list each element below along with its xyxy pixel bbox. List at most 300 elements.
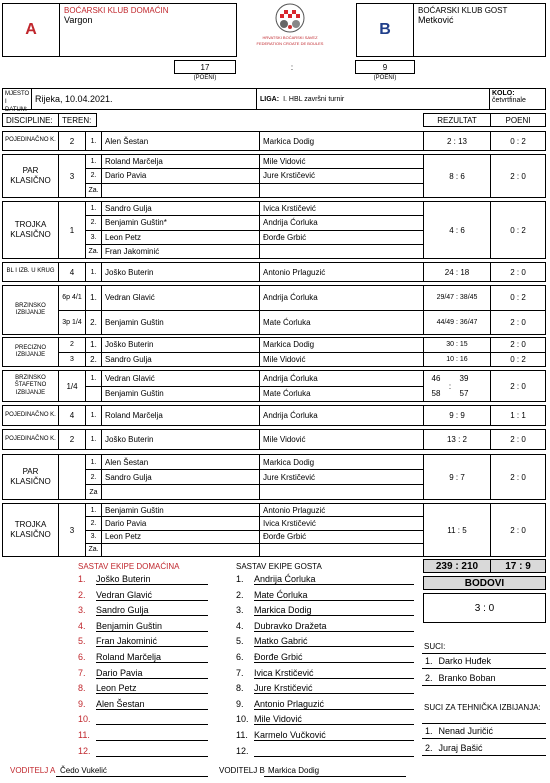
points-value: 0 : 2	[510, 354, 526, 364]
row-number: 1.	[90, 458, 97, 466]
result-cell	[423, 131, 491, 151]
official-name: Branko Boban	[438, 672, 496, 683]
guest-player-name: Andrija Ćorluka	[263, 411, 318, 420]
court-value: 2	[69, 435, 75, 444]
num-col	[85, 262, 102, 282]
row-number: 1.	[90, 137, 97, 145]
leader-a-name: Čedo Vukelić	[60, 766, 107, 775]
venue-label-box	[2, 88, 32, 113]
leader-a-line	[56, 776, 208, 777]
guest-player-name: Markica Dodig	[263, 136, 315, 146]
result-cell-cell	[424, 286, 490, 311]
court-col	[58, 370, 86, 402]
home-player-cell	[102, 311, 259, 335]
row-number: 1.	[90, 268, 97, 276]
home-player-cell	[102, 544, 259, 556]
court-col-cell	[59, 353, 85, 367]
num-col	[85, 370, 102, 402]
home-player-name: Benjamin Guštin*	[105, 218, 167, 228]
home-player	[101, 429, 260, 450]
points-value: 2 : 0	[510, 340, 526, 350]
num-col-cell	[86, 455, 101, 470]
result-value: 9 : 9	[449, 411, 465, 420]
discipline-name	[2, 337, 59, 367]
home-player-name: Sandro Gulja	[105, 354, 152, 364]
guest-player-name: Mile Vidović	[263, 157, 306, 167]
row-number: Za.	[88, 546, 99, 554]
result-cell-cell	[424, 338, 490, 353]
roster-number: 5.	[78, 636, 86, 647]
guest-club-name: Metković	[418, 15, 454, 25]
guest-player	[259, 370, 424, 402]
result-cell	[423, 285, 491, 335]
num-col-cell	[86, 504, 101, 517]
points-value: 2 : 0	[510, 381, 526, 391]
discipline-name-text: POJEDINAČNO K.	[5, 435, 56, 442]
result-value: 9 : 7	[449, 472, 465, 482]
home-player-cell	[102, 231, 259, 245]
guest-player-name: Andrija Ćorluka	[263, 373, 318, 383]
roster-number: 11.	[78, 730, 90, 740]
points-value: 1 : 1	[510, 411, 526, 420]
court-header	[58, 113, 97, 127]
row-number: 3.	[90, 233, 97, 241]
court-value: 4	[69, 267, 75, 277]
points-cell	[490, 154, 546, 198]
points-cell	[490, 370, 546, 402]
roster-number: 1.	[236, 574, 244, 584]
guest-player	[259, 201, 424, 259]
official-number: 2.	[425, 672, 433, 683]
round-label: KOLO:	[492, 90, 515, 97]
guest-player	[259, 285, 424, 335]
total-result-box	[423, 559, 491, 573]
discipline-name-text: PAR KLASIČNO	[10, 467, 51, 486]
round-value: četvrtfinale	[492, 97, 526, 104]
roster-number: 9.	[78, 698, 86, 709]
row-number: 1.	[90, 205, 97, 213]
logo-line2: FEDERATION CROATE DE BOULES	[256, 41, 324, 46]
row-number: 1.	[90, 293, 97, 303]
guest-player-cell	[260, 231, 423, 245]
home-player	[101, 262, 260, 282]
disciplines-header-text: DISCIPLINE:	[6, 115, 53, 125]
court-value: 2	[70, 341, 74, 349]
num-col	[85, 201, 102, 259]
court-col	[58, 262, 86, 282]
num-col-cell	[86, 371, 101, 387]
num-col-cell	[86, 184, 101, 197]
relay-home-2: 58	[431, 389, 441, 398]
roster-number: 2.	[236, 589, 244, 600]
row-number: 1.	[90, 436, 97, 443]
court-col	[58, 201, 86, 259]
result-cell	[423, 405, 491, 426]
num-col	[85, 337, 102, 367]
home-player-name: Vedran Glavić	[105, 293, 155, 303]
row-number: Za.	[88, 247, 99, 255]
discipline-name-text: BRZINSKO ŠTAFETNO IZBIJANJE	[14, 375, 47, 396]
court-value: 3	[69, 171, 75, 181]
num-col-cell	[86, 406, 101, 425]
result-value: 29/47 : 38/45	[436, 294, 478, 302]
official-number: 1.	[425, 656, 433, 666]
points-value: 2 : 0	[510, 267, 526, 277]
points-cell	[490, 454, 546, 500]
discipline-name-text: BL I IZB. U KRUG	[6, 268, 55, 275]
bodovi-value: 3 : 0	[474, 602, 495, 614]
guest-player-cell	[260, 311, 423, 335]
home-player-cell	[102, 286, 259, 311]
home-player-cell	[102, 485, 259, 499]
home-player-name: Benjamin Guštin	[105, 317, 164, 327]
guest-player-cell	[260, 169, 423, 183]
home-player	[101, 454, 260, 500]
roster-player-name: Andrija Ćorluka	[254, 574, 414, 585]
guest-player-cell	[260, 387, 423, 402]
roster-player-name: Matko Gabrić	[254, 636, 414, 647]
home-player-name: Alen Šestan	[105, 457, 149, 467]
discipline-name-text: PRECIZNO IZBIJANJE	[14, 344, 46, 358]
guest-letter: B	[379, 21, 391, 38]
court-col-cell	[59, 286, 85, 311]
result-cell	[423, 503, 491, 557]
roster-player-name	[254, 746, 414, 757]
result-cell	[423, 154, 491, 198]
home-player-cell	[102, 202, 259, 216]
points-cell	[490, 337, 546, 367]
guest-player-cell	[260, 202, 423, 216]
relay-sep: :	[448, 381, 452, 391]
num-col	[85, 429, 102, 450]
guest-player-cell	[260, 132, 423, 150]
discipline-name-text: BRZINSKO IZBIJANJE	[15, 302, 46, 316]
result-value: 30 : 15	[446, 341, 468, 349]
num-col-cell	[86, 544, 101, 556]
result-value: 11 : 5	[447, 525, 467, 535]
guest-player-name: Đorđe Grbić	[263, 232, 307, 242]
row-number: 1.	[90, 506, 97, 514]
home-player-cell	[102, 455, 259, 470]
result-value: 13 : 2	[446, 435, 467, 444]
home-player-cell	[102, 184, 259, 197]
row-number: Za	[89, 488, 98, 496]
home-player-name: Joško Buterin	[105, 435, 154, 444]
home-player-name: Joško Buterin	[105, 267, 154, 277]
leader-a-label: VODITELJ A	[10, 766, 56, 775]
roster-number: 3.	[236, 605, 244, 616]
discipline-name	[2, 370, 59, 402]
roster-player-name: Dubravko Dražeta	[254, 621, 414, 632]
num-col-cell	[86, 470, 101, 485]
guest-player-name: Mate Ćorluka	[263, 389, 311, 399]
result-value: 8 : 6	[449, 171, 465, 181]
result-value: 2 : 13	[446, 136, 467, 146]
points-value: 2 : 0	[510, 435, 526, 444]
num-col-cell	[86, 169, 101, 183]
guest-player-cell	[260, 155, 423, 169]
league-value: I. HBL završni turnir	[283, 95, 345, 103]
home-player-cell	[102, 371, 259, 387]
home-player-name: Sandro Gulja	[105, 204, 152, 214]
roster-number: 8.	[78, 683, 86, 694]
row-number: 2.	[90, 473, 97, 481]
roster-player-name: Đorđe Grbić	[254, 652, 414, 663]
discipline-name	[2, 154, 59, 198]
guest-player	[259, 503, 424, 557]
result-cell	[423, 370, 491, 402]
guest-player-cell	[260, 184, 423, 197]
judges-label: SUCI:	[424, 642, 446, 651]
roster-player-name: Antonio Prlaguzić	[254, 699, 414, 710]
court-col	[58, 503, 86, 557]
guest-player-name: Antonio Prlaguzić	[263, 505, 326, 515]
guest-points: 9	[382, 62, 388, 72]
num-col-cell	[86, 531, 101, 544]
home-player-cell	[102, 430, 259, 449]
guest-player-cell	[260, 338, 423, 353]
home-player	[101, 285, 260, 335]
home-player-name: Roland Marčelja	[105, 411, 163, 420]
guest-club-box	[413, 3, 546, 57]
home-player-cell	[102, 155, 259, 169]
row-number: 1.	[90, 158, 97, 166]
home-player-cell	[102, 504, 259, 517]
roster-player-name: Dario Pavia	[96, 668, 208, 679]
discipline-name-text: POJEDINAČNO K.	[5, 411, 56, 418]
roster-player-name: Fran Jakominić	[96, 636, 208, 647]
guest-player-cell	[260, 216, 423, 230]
home-player	[101, 503, 260, 557]
guest-player-name: Mile Vidović	[263, 435, 306, 444]
roster-player-name: Karmelo Vučković	[254, 730, 414, 741]
roster-number: 8.	[236, 683, 244, 694]
points-value: 0 : 2	[510, 225, 526, 235]
guest-club-title: BOĆARSKI KLUB GOST	[418, 6, 508, 15]
roster-player-name: Sandro Gulja	[96, 605, 208, 616]
total-points-box	[490, 559, 546, 573]
federation-logo	[248, 2, 332, 48]
roster-player-name	[96, 746, 208, 757]
discipline-name	[2, 454, 59, 500]
roster-number: 9.	[236, 698, 244, 709]
result-cell	[423, 201, 491, 259]
home-player-cell	[102, 338, 259, 353]
court-col-cell	[59, 338, 85, 353]
num-col-cell	[86, 155, 101, 169]
guest-letter-box	[356, 3, 414, 57]
points-cell	[490, 429, 546, 450]
bodovi-value-box	[423, 593, 546, 623]
result-value: 4 : 6	[449, 225, 465, 235]
roster-player-name: Benjamin Guštin	[96, 621, 208, 632]
court-col	[58, 429, 86, 450]
discipline-name	[2, 503, 59, 557]
total-result: 239 : 210	[435, 560, 479, 572]
num-col-cell	[86, 286, 101, 311]
official-name: Juraj Bašić	[438, 742, 483, 753]
home-player	[101, 405, 260, 426]
roster-player-name: Leon Petz	[96, 683, 208, 694]
result-cell	[423, 454, 491, 500]
court-col	[58, 131, 86, 151]
points-cell	[490, 285, 546, 335]
home-player	[101, 337, 260, 367]
home-player-cell	[102, 531, 259, 544]
roster-player-name: Mile Vidović	[254, 714, 414, 725]
home-player-name: Benjamin Guštin	[105, 389, 164, 399]
court-col-cell	[59, 311, 85, 335]
row-number: 2.	[90, 317, 97, 327]
roster-player-name: Vedran Glavić	[96, 590, 208, 601]
home-points-caption: (POENI)	[193, 75, 217, 81]
roster-player-name	[96, 730, 208, 741]
home-player-name: Benjamin Guštin	[105, 505, 164, 515]
row-number: 2.	[90, 172, 97, 180]
guest-player-name: Mile Vidović	[263, 354, 306, 364]
roster-player-name: Joško Buterin	[96, 574, 208, 585]
roster-player-name: Jure Krstičević	[254, 683, 414, 694]
points-value: 0 : 2	[510, 136, 526, 146]
guest-player-cell	[260, 455, 423, 470]
roster-player-name: Roland Marčelja	[96, 652, 208, 663]
home-player-cell	[102, 353, 259, 367]
home-player-cell	[102, 216, 259, 230]
home-roster-title: SASTAV EKIPE DOMAĆINA	[78, 562, 180, 571]
round-box	[489, 88, 546, 110]
guest-player	[259, 131, 424, 151]
home-club-name: Vargon	[64, 15, 93, 25]
guest-player-cell	[260, 245, 423, 258]
guest-player-name: Antonio Prlaguzić	[263, 267, 326, 277]
guest-player	[259, 454, 424, 500]
home-player-name: Vedran Glavić	[105, 373, 155, 383]
guest-player-cell	[260, 371, 423, 387]
discipline-name-text: POJEDINAČNO K.	[5, 137, 56, 144]
row-number: 2.	[90, 354, 97, 364]
discipline-name-text: TROJKA KLASIČNO	[10, 520, 51, 539]
guest-player-cell	[260, 353, 423, 367]
num-col-cell	[86, 338, 101, 353]
points-value: 2 : 0	[510, 472, 526, 482]
row-number: 3.	[90, 533, 97, 541]
guest-player-cell	[260, 406, 423, 425]
official-row	[422, 723, 546, 739]
total-points: 17 : 9	[505, 560, 531, 572]
roster-number: 1.	[78, 574, 86, 584]
roster-number: 7.	[236, 667, 244, 678]
relay-guest-1: 39	[459, 374, 469, 383]
official-row	[422, 740, 546, 756]
guest-player-cell	[260, 470, 423, 485]
home-player-name: Sandro Gulja	[105, 472, 152, 482]
result-value: 44/49 : 36/47	[436, 318, 478, 326]
home-player-name: Leon Petz	[105, 532, 142, 542]
guest-player	[259, 262, 424, 282]
guest-player-cell	[260, 263, 423, 281]
relay-guest-2: 57	[459, 389, 469, 398]
guest-player	[259, 405, 424, 426]
num-col-cell	[86, 245, 101, 258]
official-row	[422, 653, 546, 669]
num-col	[85, 503, 102, 557]
points-header	[490, 113, 546, 127]
guest-player-cell	[260, 286, 423, 311]
guest-player-name: Đorđe Grbić	[263, 532, 307, 542]
roster-number: 4.	[78, 620, 86, 631]
guest-player-name: Jure Krstičević	[263, 171, 316, 181]
row-number: 1.	[90, 340, 97, 350]
home-letter-box	[2, 3, 60, 57]
venue-value-box	[31, 88, 257, 110]
num-col-cell	[86, 353, 101, 367]
roster-number: 12.	[78, 745, 91, 756]
court-value: 6p 4/1	[62, 294, 82, 302]
num-col-cell	[86, 311, 101, 335]
official-name: Nenad Juričić	[438, 726, 494, 736]
num-col-cell	[86, 517, 101, 530]
court-col	[58, 285, 86, 335]
num-col	[85, 285, 102, 335]
relay-home-1: 46	[431, 374, 441, 383]
result-value: 24 : 18	[444, 267, 470, 277]
tech-judges-label: SUCI ZA TEHNIČKA IZBIJANJA:	[424, 703, 541, 712]
home-player-cell	[102, 245, 259, 258]
num-col-cell	[86, 430, 101, 449]
league-label: LIGA:	[260, 95, 280, 103]
guest-player-cell	[260, 531, 423, 544]
roster-number: 5.	[236, 636, 244, 647]
points-cell	[490, 405, 546, 426]
num-col-cell	[86, 231, 101, 245]
result-header	[423, 113, 491, 127]
home-player-name: Alen Šestan	[105, 136, 149, 146]
court-col	[58, 405, 86, 426]
roster-player-name: Alen Šestan	[96, 699, 208, 710]
result-value: 10 : 16	[446, 355, 468, 363]
home-player-name: Dario Pavia	[105, 518, 147, 528]
leader-b-label: VODITELJ B	[219, 766, 265, 775]
guest-player-name: Ivica Krstičević	[263, 204, 316, 214]
points-value: 2 : 0	[510, 317, 526, 327]
result-cell	[423, 429, 491, 450]
bodovi-label-box	[423, 576, 546, 590]
home-player-cell	[102, 470, 259, 485]
discipline-name-text: TROJKA KLASIČNO	[10, 220, 51, 239]
result-cell-cell	[424, 353, 490, 367]
home-letter: A	[25, 21, 37, 38]
points-cell	[490, 131, 546, 151]
points-cell-cell	[491, 353, 545, 367]
guest-roster-title: SASTAV EKIPE GOSTA	[236, 562, 322, 571]
official-number: 2.	[425, 742, 433, 753]
result-header-text: REZULTAT	[437, 115, 477, 125]
num-col-cell	[86, 132, 101, 150]
guest-player-name: Mate Ćorluka	[263, 317, 311, 327]
num-col	[85, 405, 102, 426]
discipline-name	[2, 285, 59, 335]
court-col	[58, 337, 86, 367]
num-col-cell	[86, 216, 101, 230]
result-cell	[423, 262, 491, 282]
league-box	[256, 88, 490, 110]
guest-player-name: Jure Krstičević	[263, 472, 316, 482]
leader-b-line	[264, 776, 406, 777]
official-number: 1.	[425, 726, 433, 736]
num-col	[85, 154, 102, 198]
home-player	[101, 370, 260, 402]
guest-player-name: Markica Dodig	[263, 340, 315, 350]
